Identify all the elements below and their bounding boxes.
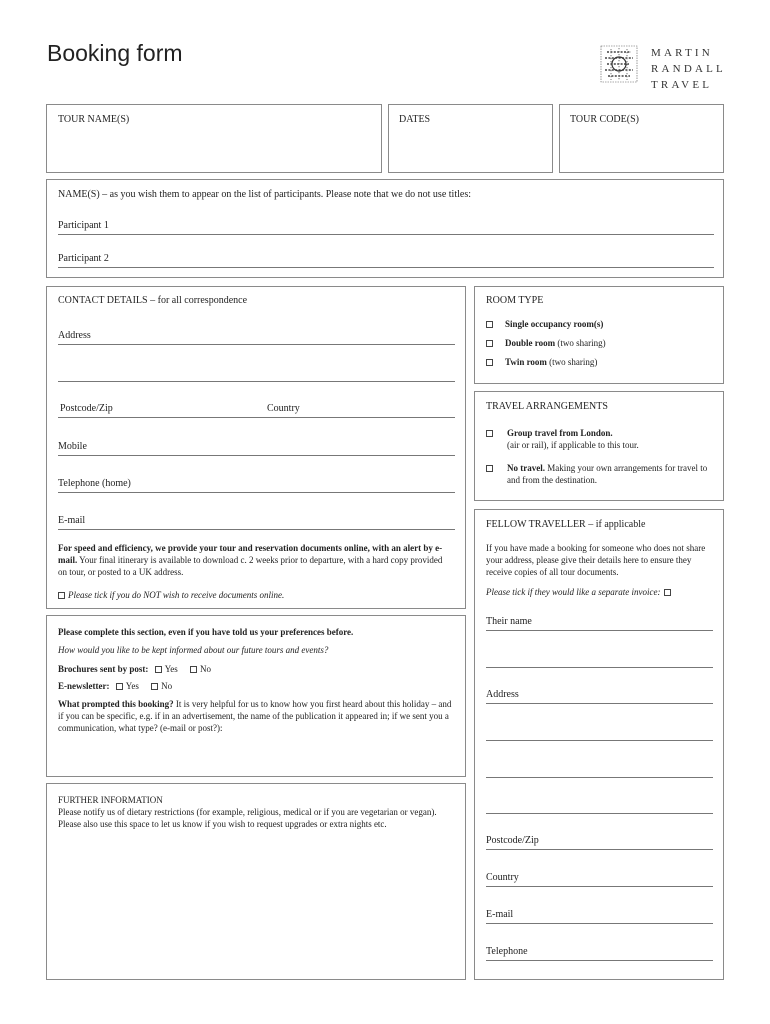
no-travel-label: No travel. [507,463,545,473]
names-intro-rest: – as you wish them to appear on the list of participants. Please note that we do not use titles: [99,189,471,200]
email-label: E-mail [58,515,86,526]
page-title: Booking form [47,40,183,66]
postcode-country-field[interactable] [58,417,455,418]
brochures-yes-checkbox[interactable] [155,666,162,673]
fellow-address-field-3[interactable] [486,777,713,778]
enewsletter-no-label: No [161,681,173,691]
participant-1-field[interactable] [58,234,714,235]
participant-2-field[interactable] [58,267,714,268]
brand-line: MARTIN [651,47,713,59]
fellow-address-label: Address [486,689,519,700]
room-double-suffix: (two sharing) [555,338,606,348]
prompted-paragraph [58,698,458,734]
crest-icon [599,44,639,84]
room-twin-checkbox[interactable] [486,359,493,366]
contact-heading-bold: CONTACT DETAILS [58,295,148,306]
no-travel-note: Making your own arrangements for travel to and from the destination. [507,463,708,485]
names-intro [58,189,471,200]
fellow-heading [486,519,645,530]
fellow-country-label: Country [486,872,519,883]
tour-code-box[interactable] [559,104,724,173]
no-travel-checkbox[interactable] [486,465,493,472]
separate-invoice-checkbox[interactable] [664,589,671,596]
enewsletter-yes-option[interactable] [116,681,139,691]
brand-logo-text [651,45,726,93]
speed-bold: For speed and efficiency, we provide your tour and reservation documents online, with an alert by e-mail. [58,543,443,565]
no-travel-option[interactable] [507,462,717,486]
brochures-row [58,663,211,675]
their-name-field-2[interactable] [486,667,713,668]
contact-details-box [46,286,466,609]
email-field[interactable] [58,529,455,530]
no-online-docs-row[interactable] [58,589,448,601]
dates-label: DATES [399,114,431,125]
fellow-postcode-label: Postcode/Zip [486,835,539,846]
brand-line: TRAVEL [651,79,713,91]
fellow-address-field-1[interactable] [486,703,713,704]
room-type-box [474,286,724,384]
travel-heading: TRAVEL ARRANGEMENTS [486,401,608,412]
enewsletter-row [58,680,172,692]
names-intro-bold: NAME(S) [58,189,100,200]
tour-names-box[interactable] [46,104,382,173]
brochures-no-label: No [200,664,212,674]
preferences-box [46,615,466,777]
address-label: Address [58,330,91,341]
contact-heading-suffix: – for all correspondence [147,295,248,306]
country-label: Country [267,403,300,414]
contact-heading [58,295,247,306]
enewsletter-no-checkbox[interactable] [151,683,158,690]
further-information-area[interactable] [58,848,455,974]
prompted-bold: What prompted this booking? [58,699,174,709]
travel-arrangements-box [474,391,724,501]
group-travel-checkbox[interactable] [486,430,493,437]
dates-box[interactable] [388,104,553,173]
further-information-box [46,783,466,980]
fellow-email-label: E-mail [486,909,514,920]
mobile-label: Mobile [58,441,87,452]
tour-names-label: TOUR NAME(S) [58,114,130,125]
their-name-label: Their name [486,616,532,627]
telephone-home-label: Telephone (home) [58,478,131,489]
preferences-heading [58,626,458,638]
no-online-docs-label: Please tick if you do NOT wish to receive documents online. [68,590,285,600]
separate-invoice-label: Please tick if they would like a separate invoice: [486,587,661,597]
speed-paragraph [58,542,448,578]
room-double-checkbox[interactable] [486,340,493,347]
address-field-line-1[interactable] [58,344,455,345]
address-field-line-2[interactable] [58,381,455,382]
fellow-traveller-box [474,509,724,980]
room-option-single[interactable] [486,318,603,330]
room-option-double[interactable] [486,337,606,349]
speed-rest: Your final itinerary is available to download c. 2 weeks prior to departure, with a hard copy provided on tour, or posted to a UK address. [58,555,443,577]
preferences-question-text: How would you like to be kept informed about our future tours and events? [58,645,329,655]
prompted-rest: It is very helpful for us to know how you first heard about this holiday – and if you can be specific, e.g. if in an advertisement, the name of the publication it appeared in; if we sent you a communication, what type? (e-mail or post?): [58,699,452,733]
fellow-telephone-label: Telephone [486,946,528,957]
fellow-telephone-field[interactable] [486,960,713,961]
separate-invoice-row[interactable] [486,586,718,598]
room-type-heading: ROOM TYPE [486,295,544,306]
further-text: Please notify us of dietary restrictions (for example, religious, medical or if you are vegetarian or vegan). Please also use this space to let us know if you wish to request upgrades or extra nights etc. [58,807,437,829]
prompted-answer-area[interactable] [58,738,455,772]
group-travel-option[interactable] [507,427,717,451]
room-single-checkbox[interactable] [486,321,493,328]
brochures-yes-label: Yes [164,664,178,674]
fellow-intro: If you have made a booking for someone who does not share your address, please give their details here to ensure they receive copies of all tour documents. [486,543,706,577]
further-heading: FURTHER INFORMATION [58,795,163,805]
brochures-no-checkbox[interactable] [190,666,197,673]
fellow-country-field[interactable] [486,886,713,887]
brochures-no-option[interactable] [190,664,211,674]
their-name-field[interactable] [486,630,713,631]
room-twin-label: Twin room [505,357,547,367]
fellow-heading-bold: FELLOW TRAVELLER [486,519,586,530]
brochures-label: Brochures sent by post: [58,664,149,674]
fellow-address-field-4[interactable] [486,813,713,814]
group-travel-note: (air or rail), if applicable to this tour. [507,440,639,450]
participant-1-label: Participant 1 [58,220,109,231]
participant-2-label: Participant 2 [58,253,109,264]
preferences-heading-text: Please complete this section, even if you have told us your preferences before. [58,627,354,637]
enewsletter-yes-checkbox[interactable] [116,683,123,690]
fellow-address-field-2[interactable] [486,740,713,741]
group-travel-label: Group travel from London. [507,428,613,438]
no-online-docs-checkbox[interactable] [58,592,65,599]
tour-code-label: TOUR CODE(S) [570,114,639,125]
room-single-label: Single occupancy room(s) [505,319,604,329]
enewsletter-label: E-newsletter: [58,681,110,691]
brand-line: RANDALL [651,63,726,75]
enewsletter-no-option[interactable] [151,681,172,691]
names-box [46,179,724,278]
preferences-question [58,644,458,656]
postcode-label: Postcode/Zip [60,403,113,414]
room-option-twin[interactable] [486,356,597,368]
brochures-yes-option[interactable] [155,664,178,674]
fellow-email-field[interactable] [486,923,713,924]
fellow-heading-suffix: – if applicable [585,519,646,530]
telephone-home-field[interactable] [58,492,455,493]
enewsletter-yes-label: Yes [125,681,139,691]
mobile-field[interactable] [58,455,455,456]
fellow-postcode-field[interactable] [486,849,713,850]
room-double-label: Double room [505,338,556,348]
room-twin-suffix: (two sharing) [546,357,598,367]
